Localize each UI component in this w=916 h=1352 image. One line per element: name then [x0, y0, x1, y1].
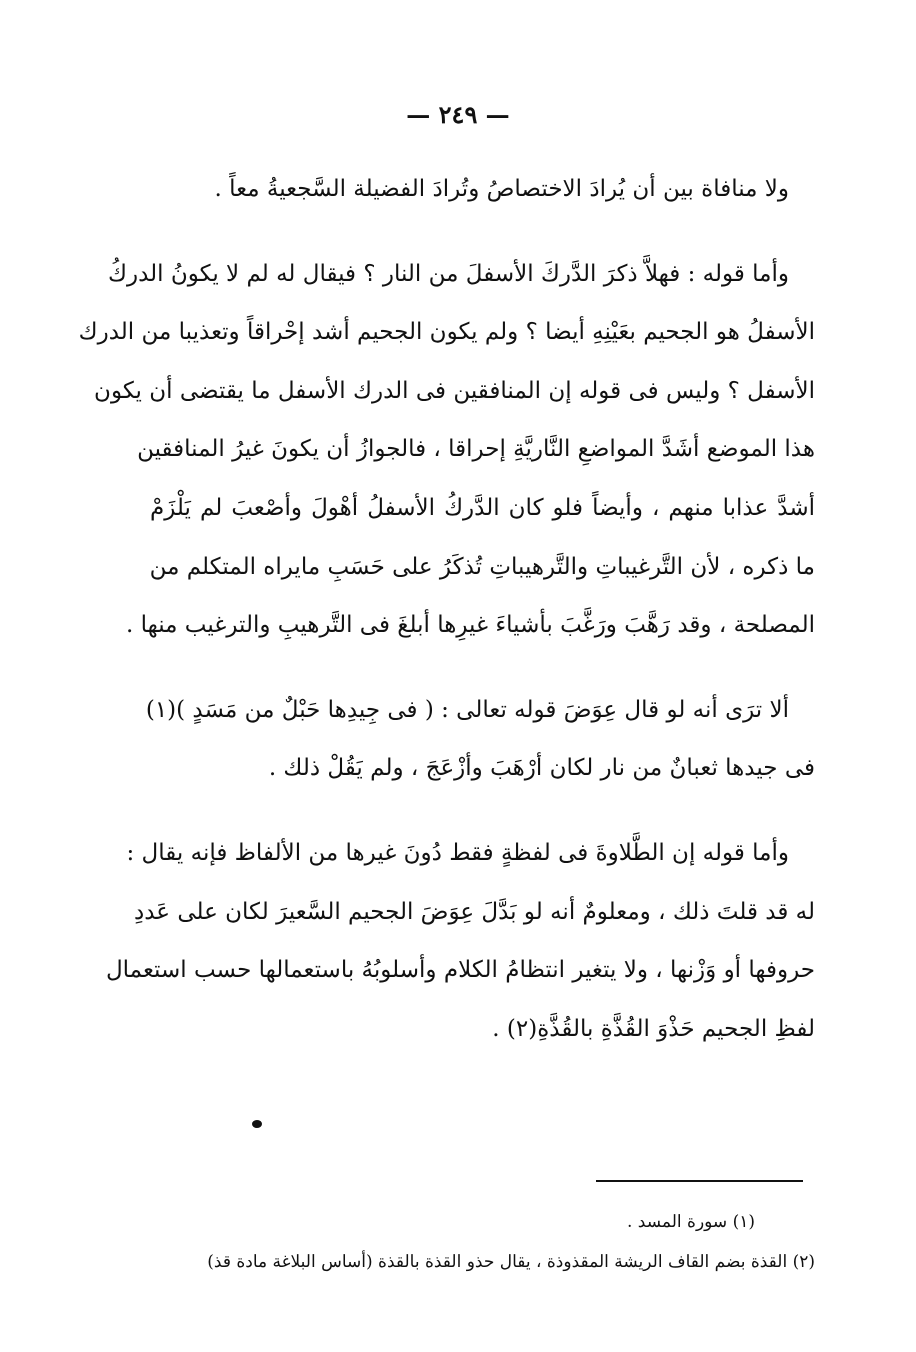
ink-dot [252, 1120, 262, 1128]
text-line: وأما قوله : فهلاَّ ذكرَ الدَّركَ الأسفلَ من النار ؟ فيقال له لم لا يكونُ الدركُ [108, 260, 789, 287]
body-text [78, 160, 815, 1084]
footnote: (١) سورة المسد . [627, 1212, 755, 1232]
text-line: ما ذكره ، لأن التَّرغيباتِ والتَّرهيباتِ تُذكَرُ على حَسَبِ مايراه المتكلم من [149, 553, 815, 580]
paragraph [150, 160, 815, 219]
footnote-divider [596, 1180, 803, 1182]
text-line: له قد قلتَ ذلك ، ومعلومٌ أنه لو بَدَّلَ عِوَضَ الجحيم السَّعيرَ لكان على عَددِ [133, 898, 815, 925]
paragraph [78, 245, 815, 655]
text-line: المصلحة ، وقد رَهَّبَ ورَغَّبَ بأشياءَ غيرِها أبلغَ فى التَّرهيبِ والترغيب منها . [125, 612, 815, 639]
text-line: لفظِ الجحيم حَذْوَ القُذَّةِ بالقُذَّةِ(٢) . [492, 1015, 815, 1042]
text-line: الأسفل ؟ وليس فى قوله إن المنافقين فى الدرك الأسفل ما يقتضى أن يكون [94, 377, 815, 404]
text-line: أشدَّ عذابا منهم ، وأيضاً فلو كان الدَّركُ الأسفلُ أهْولَ وأصْعبَ لم يَلْزَمْ [150, 494, 815, 521]
text-line: حروفها أو وَزْنها ، ولا يتغير انتظامُ الكلام وأسلوبُهُ باستعمالها حسب استعمال [105, 957, 815, 984]
footnote: (٢) القذة بضم القاف الريشة المقذوذة ، يقال حذو القذة بالقذة (أساس البلاغة مادة قذ) [207, 1252, 815, 1272]
footnotes [150, 1202, 815, 1282]
page-number: — ٢٤٩ — [406, 100, 510, 129]
text-line: ألا ترَى أنه لو قال عِوَضَ قوله تعالى : ( فى جِيدِها حَبْلٌ من مَسَدٍ )(١) [145, 696, 789, 723]
text-line: فى جيدها ثعبانٌ من نار لكان أرْهَبَ وأزْعَجَ ، ولم يَقُلْ ذلك . [268, 755, 815, 782]
text-line: هذا الموضع أشَدَّ المواضعِ النَّاريَّةِ إحراقا ، فالجوازُ أن يكونَ غيرُ المنافقين [137, 436, 815, 463]
paragraph [105, 824, 815, 1058]
paragraph [145, 681, 815, 798]
text-line: ولا منافاة بين أن يُرادَ الاختصاصُ وتُرادَ الفضيلة السَّجعيةُ معاً . [214, 176, 789, 202]
text-line: الأسفلُ هو الجحيم بعَيْنِهِ أيضا ؟ ولم يكون الجحيم أشد إحْراقاً وتعذيبا من الدرك [78, 319, 815, 346]
text-line: وأما قوله إن الطَّلاوةَ فى لفظةٍ فقط دُونَ غيرها من الألفاظ فإنه يقال : [126, 839, 789, 866]
